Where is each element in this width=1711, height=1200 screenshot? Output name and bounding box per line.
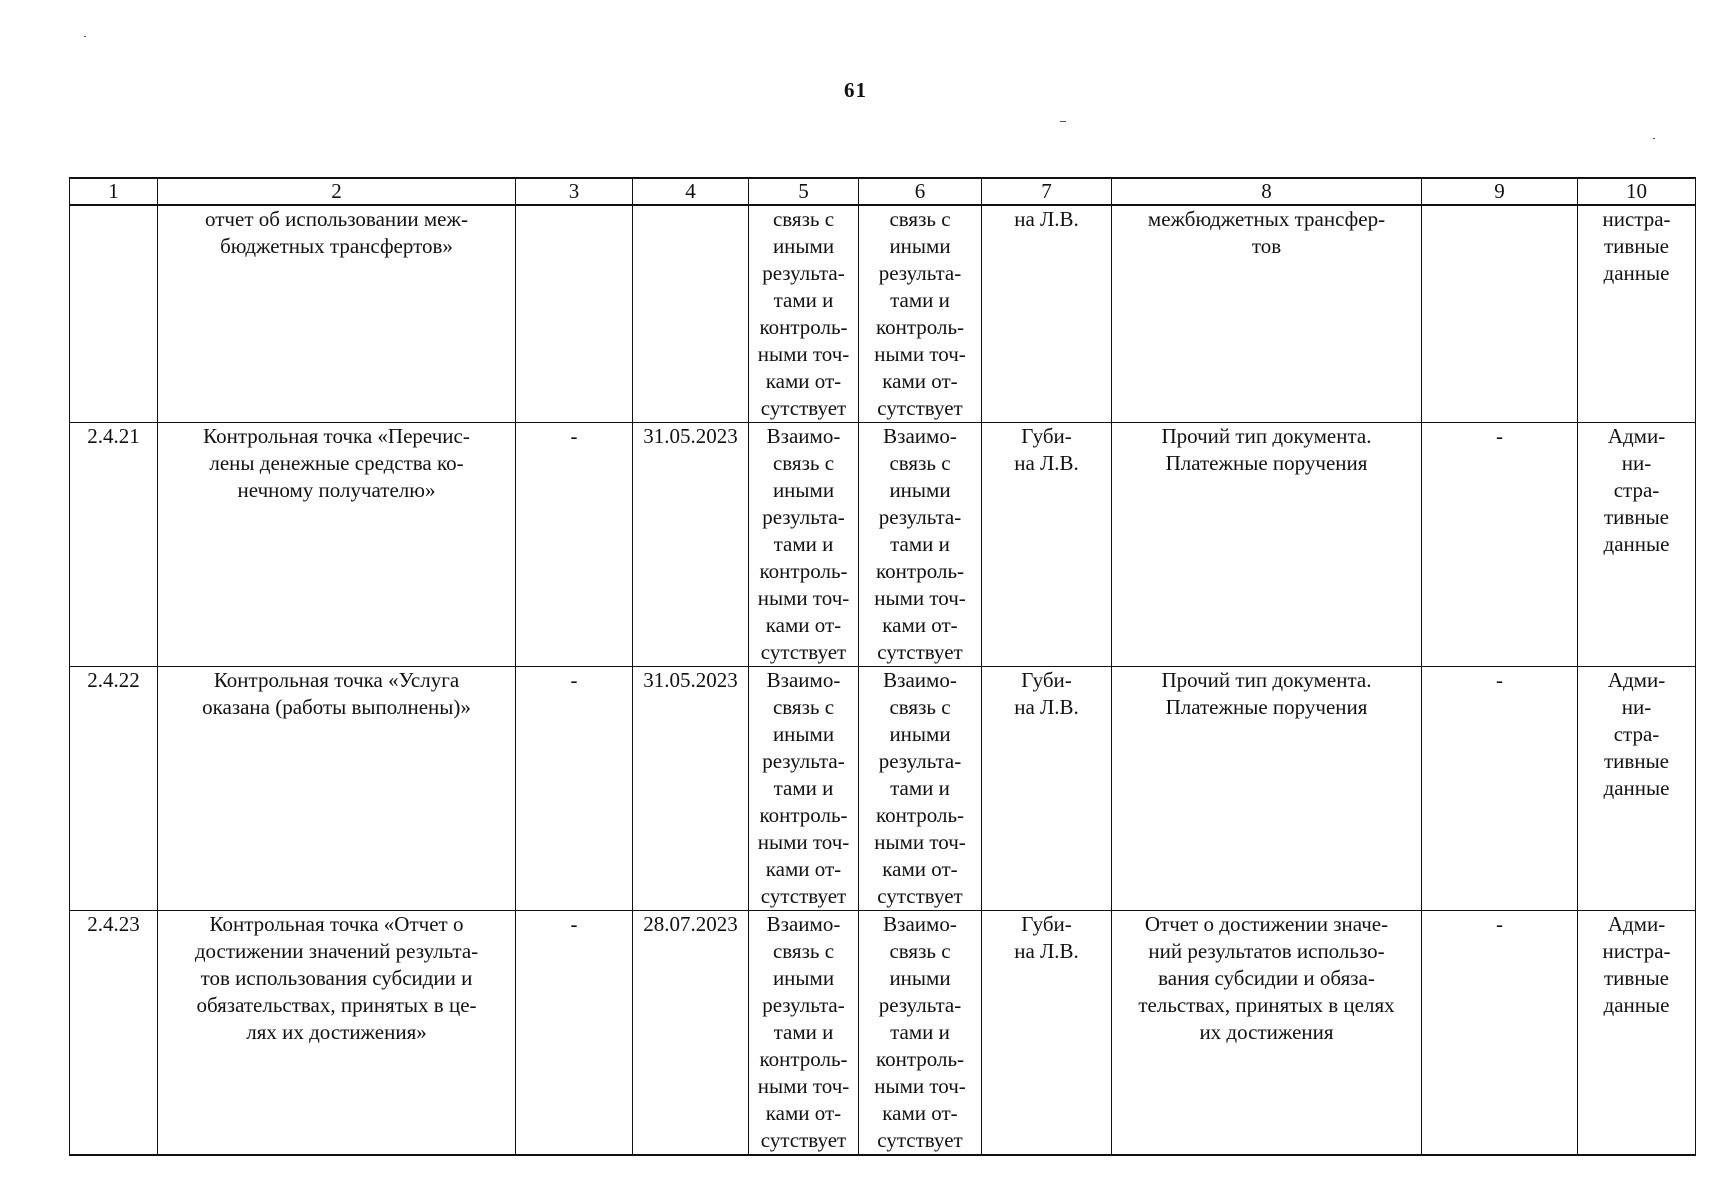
- row-number-cell: 2.4.22: [70, 667, 158, 911]
- date-cell: 31.05.2023: [633, 423, 749, 667]
- table-cell: -: [1422, 423, 1578, 667]
- table-row: [70, 667, 1696, 911]
- data-table: [69, 177, 1696, 1156]
- table-cell: Взаимо- связь с иными результа- тами и контроль- ными точ- ками от- сутствует: [749, 911, 859, 1156]
- scan-speck: [84, 36, 86, 37]
- table-row: [70, 911, 1696, 1156]
- table-row: [70, 205, 1696, 423]
- source-cell: Адми- ни- стра- тивные данные: [1578, 667, 1696, 911]
- document-type-cell: Прочий тип документа. Платежные поручения: [1112, 667, 1422, 911]
- header-cell: 9: [1422, 178, 1578, 205]
- header-cell: 7: [982, 178, 1112, 205]
- header-cell: 10: [1578, 178, 1696, 205]
- name-cell: отчет об использовании меж- бюджетных трансфертов»: [158, 205, 516, 423]
- document-type-cell: межбюджетных трансфер- тов: [1112, 205, 1422, 423]
- row-number-cell: 2.4.23: [70, 911, 158, 1156]
- source-cell: Адми- нистра- тивные данные: [1578, 911, 1696, 1156]
- row-number-cell: [70, 205, 158, 423]
- date-cell: 31.05.2023: [633, 667, 749, 911]
- document-type-cell: Прочий тип документа. Платежные поручения: [1112, 423, 1422, 667]
- responsible-cell: Губи- на Л.В.: [982, 911, 1112, 1156]
- table-cell: Взаимо- связь с иными результа- тами и контроль- ными точ- ками от- сутствует: [749, 667, 859, 911]
- page-number: 61: [844, 78, 867, 102]
- name-cell: Контрольная точка «Перечис- лены денежные средства ко- нечному получателю»: [158, 423, 516, 667]
- document-type-cell: Отчет о достижении значе- ний результатов использо- вания субсидии и обяза- тельствах, принятых в целях их достижения: [1112, 911, 1422, 1156]
- responsible-cell: на Л.В.: [982, 205, 1112, 423]
- name-cell: Контрольная точка «Отчет о достижении значений результа- тов использования субсидии и обязательствах, принятых в це- лях их достижения»: [158, 911, 516, 1156]
- row-number-cell: 2.4.21: [70, 423, 158, 667]
- date-cell: [633, 205, 749, 423]
- name-cell: Контрольная точка «Услуга оказана (работы выполнены)»: [158, 667, 516, 911]
- table-cell: Взаимо- связь с иными результа- тами и контроль- ными точ- ками от- сутствует: [859, 423, 982, 667]
- table-cell: [516, 205, 633, 423]
- table-cell: связь с иными результа- тами и контроль- ными точ- ками от- сутствует: [859, 205, 982, 423]
- header-cell: 1: [70, 178, 158, 205]
- table-cell: -: [1422, 667, 1578, 911]
- header-cell: 2: [158, 178, 516, 205]
- table-cell: [1422, 205, 1578, 423]
- table-cell: Взаимо- связь с иными результа- тами и контроль- ными точ- ками от- сутствует: [859, 667, 982, 911]
- header-cell: 4: [633, 178, 749, 205]
- table-cell: связь с иными результа- тами и контроль- ными точ- ками от- сутствует: [749, 205, 859, 423]
- table-cell: Взаимо- связь с иными результа- тами и контроль- ными точ- ками от- сутствует: [859, 911, 982, 1156]
- header-cell: 3: [516, 178, 633, 205]
- table-row: [70, 423, 1696, 667]
- header-cell: 8: [1112, 178, 1422, 205]
- responsible-cell: Губи- на Л.В.: [982, 667, 1112, 911]
- table-cell: -: [516, 911, 633, 1156]
- header-cell: 5: [749, 178, 859, 205]
- source-cell: Адми- ни- стра- тивные данные: [1578, 423, 1696, 667]
- table-cell: -: [1422, 911, 1578, 1156]
- scan-speck: [1653, 138, 1655, 139]
- table-cell: -: [516, 423, 633, 667]
- table-cell: -: [516, 667, 633, 911]
- responsible-cell: Губи- на Л.В.: [982, 423, 1112, 667]
- date-cell: 28.07.2023: [633, 911, 749, 1156]
- header-row: [70, 178, 1696, 205]
- table-cell: Взаимо- связь с иными результа- тами и контроль- ными точ- ками от- сутствует: [749, 423, 859, 667]
- scan-speck: [1060, 121, 1066, 122]
- source-cell: нистра- тивные данные: [1578, 205, 1696, 423]
- header-cell: 6: [859, 178, 982, 205]
